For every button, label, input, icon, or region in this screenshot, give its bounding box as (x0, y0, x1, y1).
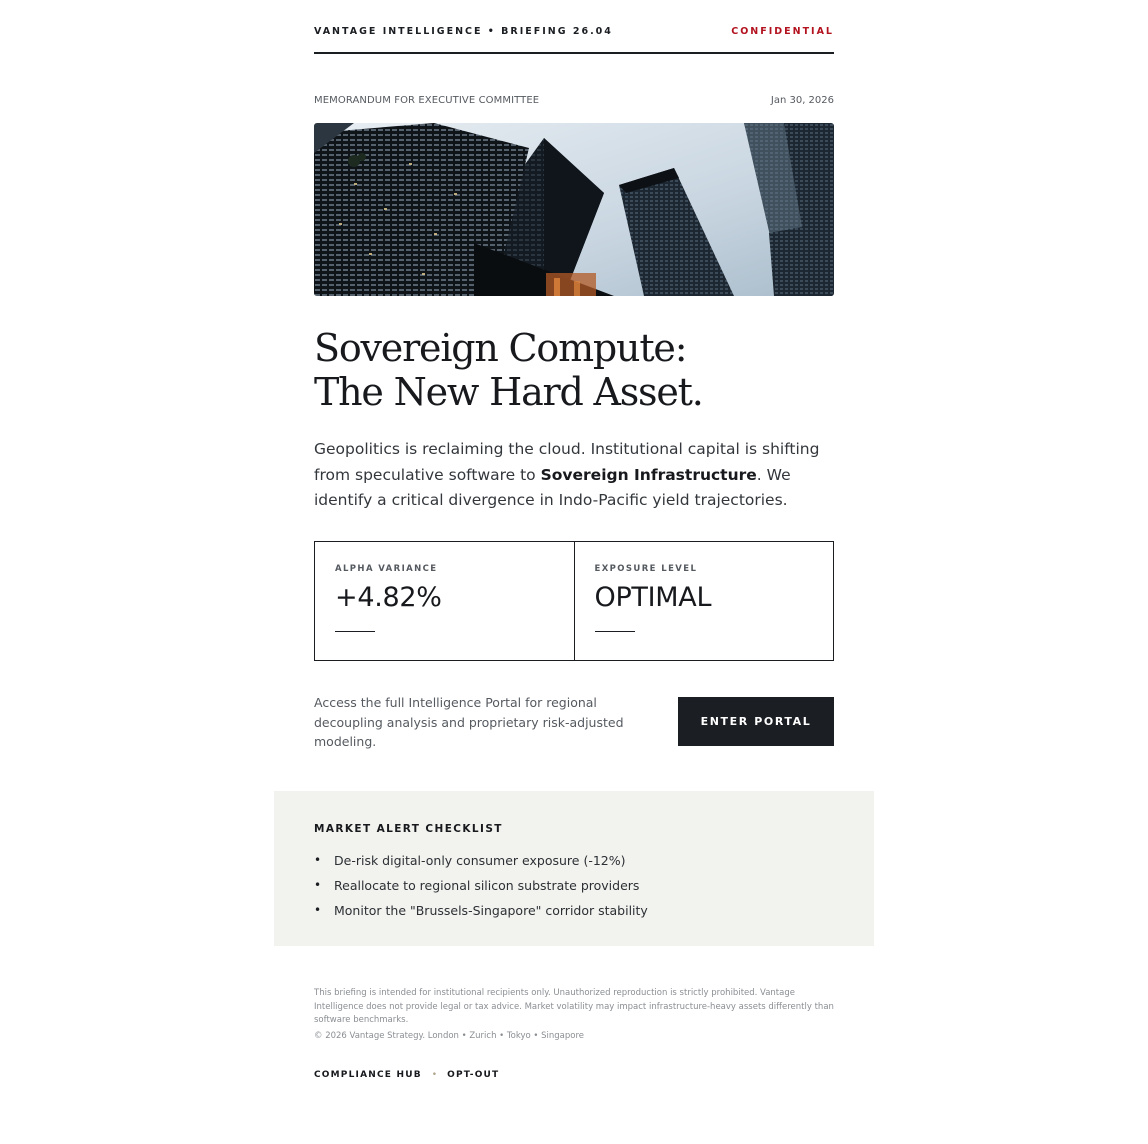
stat-exposure-level (574, 542, 834, 660)
checklist-items (314, 848, 648, 923)
list-item-text: Monitor the "Brussels-Singapore" corridor stability (334, 903, 648, 918)
list-item-text: De-risk digital-only consumer exposure (-12%) (334, 853, 626, 868)
market-alert-checklist (274, 791, 874, 946)
stat-divider (335, 631, 375, 632)
headline (314, 326, 834, 414)
memo-row (314, 95, 834, 106)
lead-text-2: . We identify a critical divergence in Indo-Pacific yield trajectories. (314, 465, 791, 509)
masthead (314, 26, 834, 54)
stat-label: EXPOSURE LEVEL (594, 564, 698, 574)
list-item (314, 873, 648, 898)
skyscraper-photo (314, 123, 834, 296)
lead-text-1: Geopolitics is reclaiming the cloud. Institutional capital is shifting from speculative software to (314, 440, 820, 484)
stat-divider (595, 631, 635, 632)
list-item-text: Reallocate to regional silicon substrate providers (334, 878, 640, 893)
bullet-icon: • (314, 878, 322, 892)
cta-description: Access the full Intelligence Portal for regional decoupling analysis and proprietary risk-adjusted modeling. (314, 695, 624, 749)
memo-recipient: MEMORANDUM FOR EXECUTIVE COMMITTEE (314, 95, 540, 106)
confidential-badge: CONFIDENTIAL (731, 26, 834, 37)
legal-disclaimer: This briefing is intended for institutional recipients only. Unauthorized reproduction is strictly prohibited. Vantage Intelligence does not provide legal or tax advice. Market volatility may impact infrastructure-heavy assets differently than software benchmarks. (314, 988, 834, 1025)
footer-separator: • (431, 1070, 438, 1080)
headline-line-2: The New Hard Asset. (314, 370, 703, 414)
enter-portal-button[interactable]: ENTER PORTAL (678, 697, 834, 746)
bullet-icon: • (314, 903, 322, 917)
stats-panel (314, 541, 834, 661)
checklist-title: MARKET ALERT CHECKLIST (314, 823, 503, 835)
headline-line-1: Sovereign Compute: (314, 326, 687, 370)
list-item (314, 848, 648, 873)
memo-date: Jan 30, 2026 (770, 95, 834, 106)
stat-value: +4.82% (335, 582, 442, 613)
lead-paragraph (314, 437, 834, 514)
list-item (314, 898, 648, 923)
stat-alpha-variance (315, 542, 574, 660)
stat-value: OPTIMAL (594, 582, 712, 613)
brand-line: VANTAGE INTELLIGENCE • BRIEFING 26.04 (314, 26, 613, 37)
bullet-icon: • (314, 853, 322, 867)
footer-links (314, 1070, 834, 1080)
hero-image (314, 123, 834, 296)
stat-label: ALPHA VARIANCE (335, 564, 438, 574)
compliance-hub-link[interactable]: COMPLIANCE HUB (314, 1070, 422, 1080)
copyright-line: © 2026 Vantage Strategy. London • Zurich • Tokyo • Singapore (314, 1031, 584, 1041)
lead-emphasis: Sovereign Infrastructure (540, 465, 757, 484)
opt-out-link[interactable]: OPT-OUT (447, 1070, 500, 1080)
